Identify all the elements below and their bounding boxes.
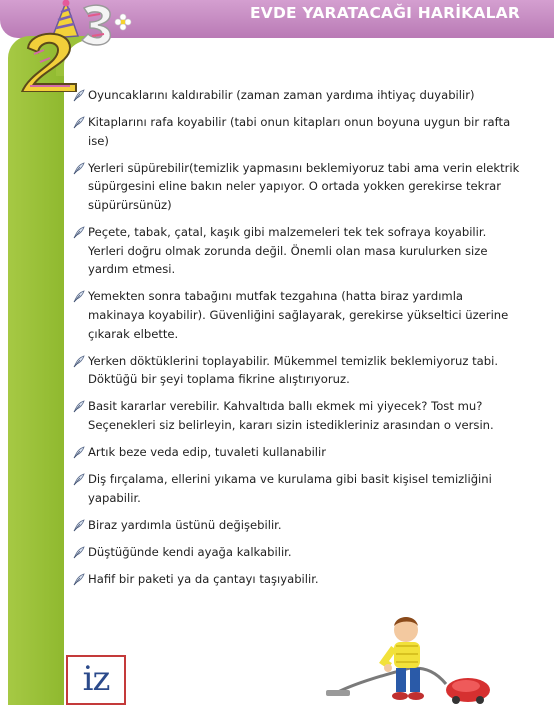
list-item (72, 397, 522, 434)
list-item-text: Oyuncaklarını kaldırabilir (zaman zaman yardıma ihtiyaç duyabilir) (88, 88, 475, 102)
milestone-list (72, 86, 522, 597)
child-vacuuming-illustration (318, 612, 498, 705)
list-item (72, 516, 522, 535)
list-item (72, 113, 522, 150)
quill-pen-icon (72, 473, 85, 486)
list-item-text: Düştüğünde kendi ayağa kalkabilir. (88, 544, 292, 559)
logo (66, 655, 126, 705)
list-item (72, 86, 522, 105)
logo-text: iz (82, 659, 110, 699)
list-item-text: Yemekten sonra tabağını mutfak tezgahına (hatta biraz yardımla makinaya koyabilir). Güvenliğini sağlayarak, gerekirse yükseltici üzerine çıkarak elbette. (88, 289, 509, 341)
quill-pen-icon (72, 290, 85, 303)
list-item-text: Basit kararlar verebilir. Kahvaltıda ballı ekmek mi yiyecek? Tost mu? Seçenekleri siz belirleyin, kararı sizin istedikleriniz arasından o versin. (88, 399, 494, 432)
list-item (72, 543, 522, 562)
list-item-text: Biraz yardımla üstünü değişebilir. (88, 517, 282, 532)
list-item-text: Diş fırçalama, ellerini yıkama ve kurulama gibi basit kişisel temizliğini yapabilir. (88, 472, 492, 505)
quill-pen-icon (72, 89, 85, 102)
list-item (72, 352, 522, 389)
page-title: EVDE YARATACAĞI HARİKALAR (249, 4, 520, 22)
list-item-text: Yerleri süpürebilir(temizlik yapmasını beklemiyoruz tabi ama verin elektrik süpürgesini eline bakın neler yapıyor. O ortada yokken gerekirse tekrar süpürürsünüz) (88, 160, 520, 212)
list-item (72, 443, 522, 462)
quill-pen-icon (72, 573, 85, 586)
list-item (72, 287, 522, 343)
side-strip (8, 36, 64, 705)
quill-pen-icon (72, 116, 85, 129)
list-item-text: Peçete, tabak, çatal, kaşık gibi malzemeleri tek tek sofraya koyabilir. Yerleri doğru olmak zorunda değil. Önemli olan masa kurulurken size yardım etmesi. (88, 225, 488, 277)
list-item (72, 470, 522, 507)
quill-pen-icon (72, 446, 85, 459)
list-item-text: Artık beze veda edip, tuvaleti kullanabilir (88, 445, 327, 459)
quill-pen-icon (72, 519, 85, 532)
list-item-text: Hafif bir paketi ya da çantayı taşıyabilir. (88, 571, 319, 586)
list-item (72, 223, 522, 279)
list-item (72, 159, 522, 215)
quill-pen-icon (72, 546, 85, 559)
list-item (72, 570, 522, 589)
list-item-text: Kitaplarını rafa koyabilir (tabi onun kitapları onun boyuna uygun bir rafta ise) (88, 115, 511, 148)
number-two-three-party-hat-icon (0, 0, 140, 92)
quill-pen-icon (72, 226, 85, 239)
quill-pen-icon (72, 400, 85, 413)
list-item-text: Yerken döktüklerini toplayabilir. Mükemmel temizlik beklemiyoruz tabi. Döktüğü bir şeyi toplama fikrine alıştırıyoruz. (88, 353, 499, 387)
quill-pen-icon (72, 162, 85, 175)
quill-pen-icon (72, 355, 85, 368)
